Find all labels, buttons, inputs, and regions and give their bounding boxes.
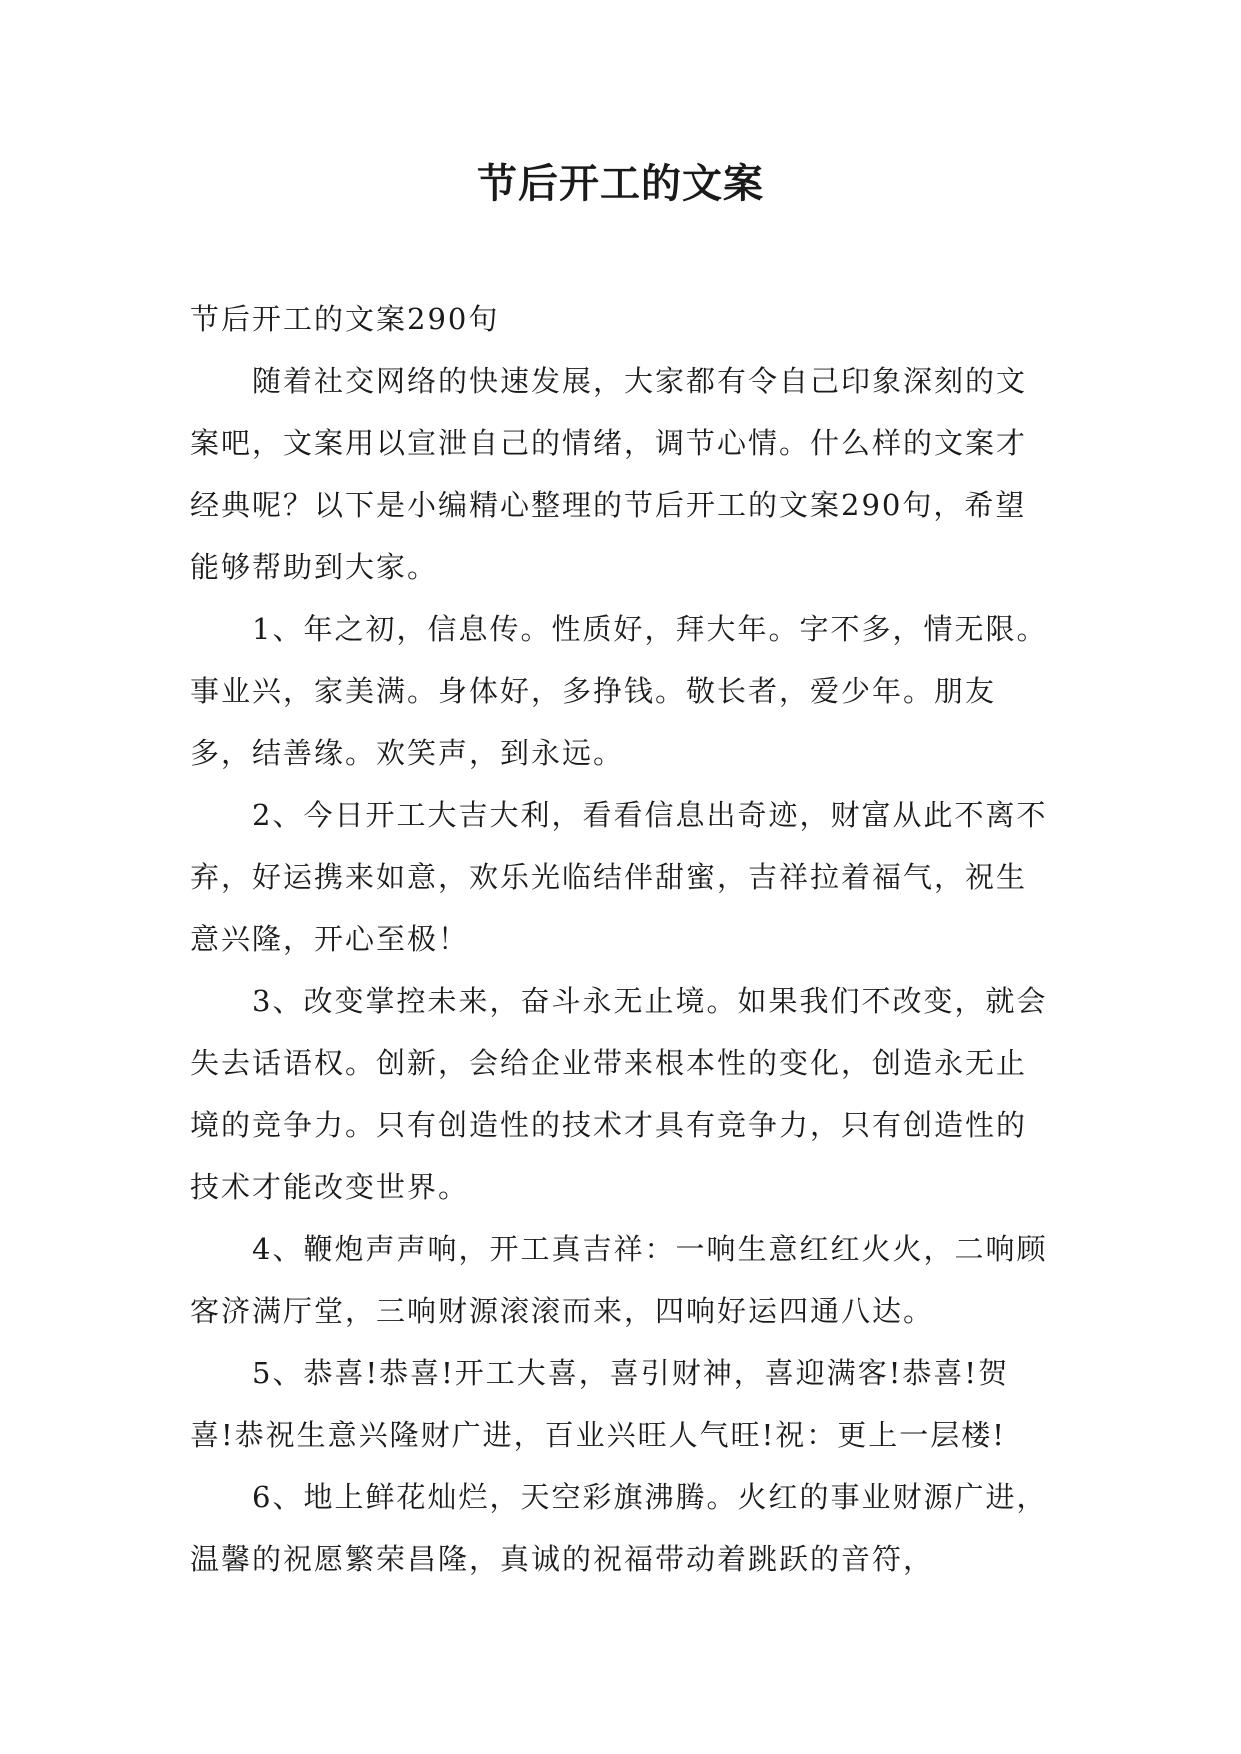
list-item: 1、年之初，信息传。性质好，拜大年。字不多，情无限。事业兴，家美满。身体好，多挣钱。敬长者，爱少年。朋友多，结善缘。欢笑声，到永远。 — [190, 612, 1048, 770]
document-body — [190, 288, 1052, 1590]
document-title: 节后开工的文案 — [477, 161, 764, 207]
list-item: 5、恭喜!恭喜!开工大喜，喜引财神，喜迎满客!恭喜!贺喜!恭祝生意兴隆财广进，百业兴旺人气旺!祝：更上一层楼! — [190, 1356, 1010, 1452]
list-item: 3、改变掌控未来，奋斗永无止境。如果我们不改变，就会失去话语权。创新，会给企业带来根本性的变化，创造永无止境的竞争力。只有创造性的技术才具有竞争力，只有创造性的技术才能改变世界。 — [190, 984, 1048, 1204]
list-item: 6、地上鲜花灿烂，天空彩旗沸腾。火红的事业财源广进，温馨的祝愿繁荣昌隆，真诚的祝福带动着跳跃的音符， — [190, 1480, 1048, 1576]
document-subtitle: 节后开工的文案290句 — [190, 302, 500, 336]
intro-paragraph: 随着社交网络的快速发展，大家都有令自己印象深刻的文案吧，文案用以宣泄自己的情绪，调节心情。什么样的文案才经典呢？以下是小编精心整理的节后开工的文案290句，希望能够帮助到大家。 — [190, 364, 1028, 584]
list-item: 4、鞭炮声声响，开工真吉祥：一响生意红红火火，二响顾客济满厅堂，三响财源滚滚而来，四响好运四通八达。 — [190, 1232, 1048, 1328]
list-item: 2、今日开工大吉大利，看看信息出奇迹，财富从此不离不弃，好运携来如意，欢乐光临结伴甜蜜，吉祥拉着福气，祝生意兴隆，开心至极！ — [190, 798, 1048, 956]
